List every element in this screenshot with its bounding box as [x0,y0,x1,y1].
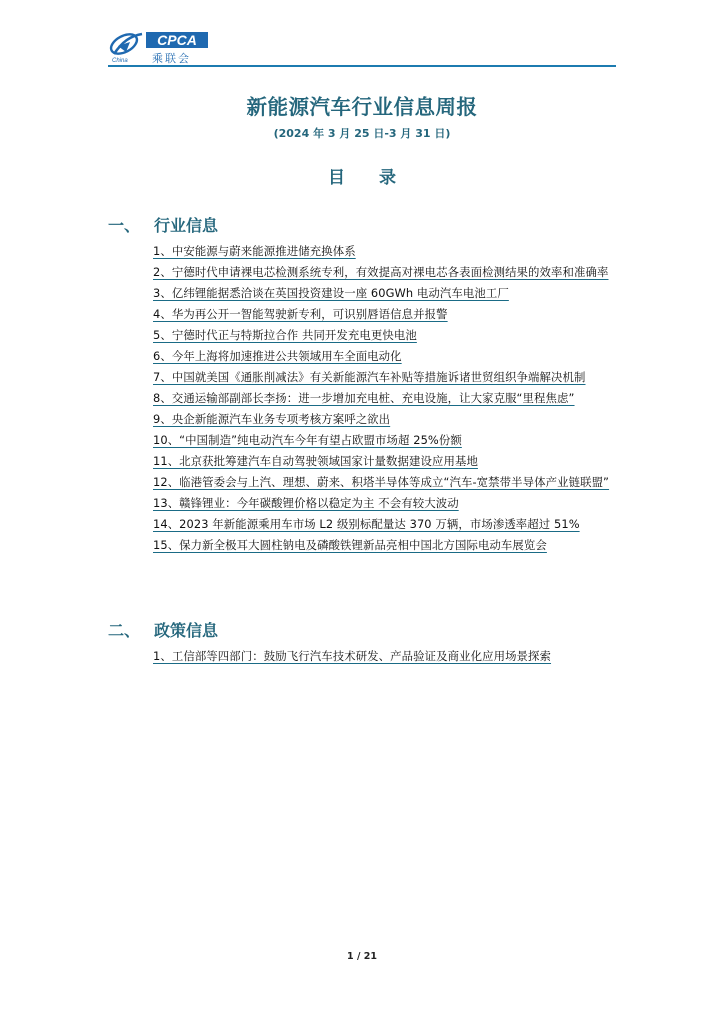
page-number: 1 / 21 [347,951,377,962]
toc-item-link[interactable]: 13、赣锋锂业：今年碳酸锂价格以稳定为主 不会有较大波动 [153,496,459,510]
logo-mark-text: China [112,58,128,64]
section-number: 一、 [108,216,141,235]
logo-subtext: 乘联会 [152,52,191,64]
toc-heading: 目 录 [328,168,410,188]
toc-item[interactable] [153,451,621,472]
toc-item[interactable] [153,409,621,430]
toc-item-link[interactable]: 14、2023 年新能源乘用车市场 L2 级别标配量达 370 万辆，市场渗透率超过 51% [153,517,580,531]
toc-item[interactable] [153,646,621,667]
date-range: (2024 年 3 月 25 日-3 月 31 日) [273,127,451,140]
toc-item[interactable] [153,304,621,325]
toc-item[interactable] [153,493,621,514]
toc-item[interactable] [153,514,621,535]
toc-item-link[interactable]: 8、交通运输部副部长李扬：进一步增加充电桩、充电设施，让大家克服“里程焦虑” [153,391,575,405]
toc-item-link[interactable]: 6、今年上海将加速推进公共领域用车全面电动化 [153,349,402,363]
toc-item-link[interactable]: 12、临港管委会与上汽、理想、蔚来、积塔半导体等成立“汽车-宽禁带半导体产业链联盟” [153,475,610,489]
document-title: 新能源汽车行业信息周报 [246,95,478,119]
toc-item-link[interactable]: 3、亿纬锂能据悉洽谈在英国投资建设一座 60GWh 电动汽车电池工厂 [153,286,509,300]
toc-item[interactable] [153,325,621,346]
toc-item-link[interactable]: 5、宁德时代正与特斯拉合作 共同开发充电更快电池 [153,328,417,342]
toc-item-link[interactable]: 1、中安能源与蔚来能源推进储充换体系 [153,244,356,258]
toc-item[interactable] [153,388,621,409]
toc-item[interactable] [153,430,621,451]
header-divider [108,65,616,67]
logo-text: CPCA [157,32,197,48]
toc-item[interactable] [153,346,621,367]
cpca-logo [108,28,212,64]
toc-item-link[interactable]: 4、华为再公开一智能驾驶新专利，可识别唇语信息并报警 [153,307,448,321]
section-label: 行业信息 [154,216,219,235]
toc-item[interactable] [153,241,621,262]
toc-item[interactable] [153,367,621,388]
toc-item[interactable] [153,535,621,556]
section-label: 政策信息 [154,621,219,640]
page-header [108,26,616,66]
toc-item-link[interactable]: 9、央企新能源汽车业务专项考核方案呼之欲出 [153,412,391,426]
section-heading-industry [108,215,218,237]
section-heading-policy [108,620,218,642]
toc-item-link[interactable]: 1、工信部等四部门：鼓励飞行汽车技术研发、产品验证及商业化应用场景探索 [153,649,552,663]
toc-item-link[interactable]: 7、中国就美国《通胀削减法》有关新能源汽车补贴等措施诉诸世贸组织争端解决机制 [153,370,586,384]
cpca-swoosh-icon [108,30,142,57]
toc-list-industry [153,241,621,556]
toc-list-policy [153,646,621,667]
toc-item[interactable] [153,472,621,493]
toc-item-link[interactable]: 11、北京获批筹建汽车自动驾驶领域国家计量数据建设应用基地 [153,454,478,468]
toc-item-link[interactable]: 10、“中国制造”纯电动汽车今年有望占欧盟市场超 25%份额 [153,433,462,447]
toc-item[interactable] [153,262,621,283]
toc-item-link[interactable]: 2、宁德时代申请裸电芯检测系统专利，有效提高对裸电芯各表面检测结果的效率和准确率 [153,265,609,279]
section-number: 二、 [108,621,141,640]
toc-item-link[interactable]: 15、保力新全极耳大圆柱钠电及磷酸铁锂新品亮相中国北方国际电动车展览会 [153,538,547,552]
toc-item[interactable] [153,283,621,304]
